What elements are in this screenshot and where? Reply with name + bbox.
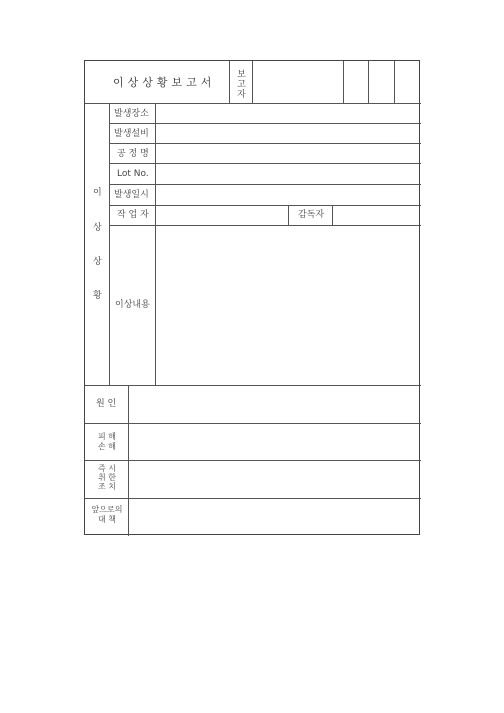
section-label-char: 이 xyxy=(93,188,102,198)
divider xyxy=(109,103,110,385)
reporter-label: 보고자 xyxy=(235,69,245,99)
divider xyxy=(343,61,344,103)
divider xyxy=(128,385,129,536)
section-label-char: 황 xyxy=(93,291,102,301)
place-label: 발생장소 xyxy=(114,109,149,119)
section-label-char: 상 xyxy=(93,223,102,233)
divider xyxy=(288,205,289,225)
divider xyxy=(394,61,395,103)
divider xyxy=(85,423,421,424)
worker-label: 작 업 자 xyxy=(117,210,149,220)
form-title: 이상상황보고서 xyxy=(113,76,216,89)
details-label: 이상내용 xyxy=(115,300,150,310)
process-name-label: 공 정 명 xyxy=(117,149,149,159)
divider xyxy=(252,61,253,103)
divider xyxy=(85,385,421,386)
divider xyxy=(85,460,421,461)
damage-label: 피 해 손 해 xyxy=(98,432,116,451)
cause-label: 원 인 xyxy=(96,399,117,409)
equipment-label: 발생설비 xyxy=(114,129,149,139)
divider xyxy=(155,103,156,385)
section-label-char: 상 xyxy=(93,257,102,267)
supervisor-label: 감독자 xyxy=(298,210,325,220)
future-plan-label: 앞으로의 대 책 xyxy=(91,505,123,524)
lot-no-label: Lot No. xyxy=(117,169,149,179)
divider xyxy=(332,205,333,225)
divider xyxy=(85,103,421,104)
divider xyxy=(229,61,230,103)
action-label: 즉 시 취 한 조 치 xyxy=(98,464,116,491)
datetime-label: 발생일시 xyxy=(114,190,149,200)
divider xyxy=(85,498,421,499)
anomaly-report-form xyxy=(84,60,420,535)
divider xyxy=(368,61,369,103)
